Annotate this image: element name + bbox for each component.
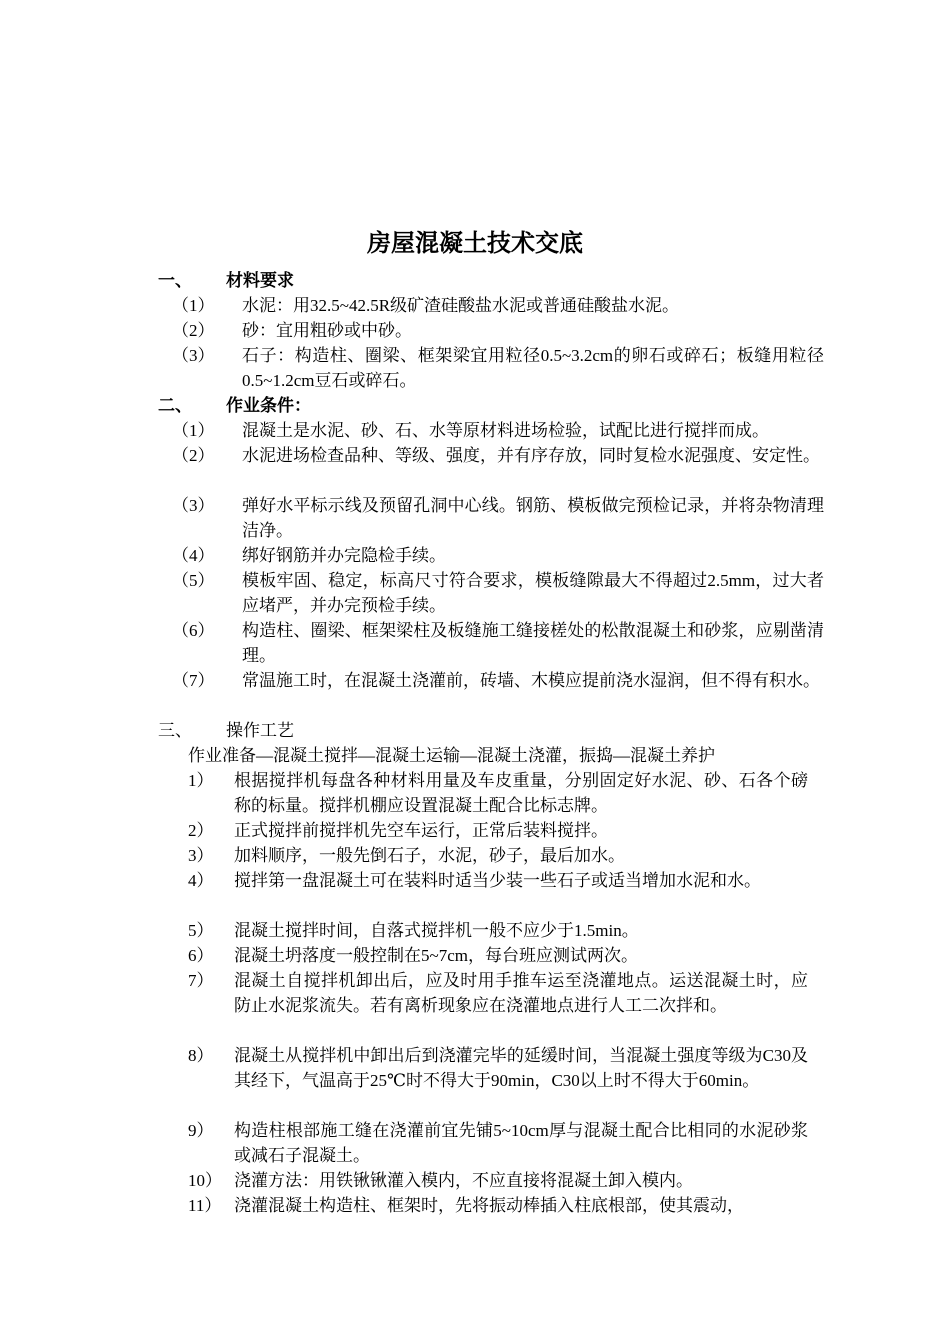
item-marker: 6） (188, 946, 214, 965)
item-text: 混凝土坍落度一般控制在5~7cm，每台班应测试两次。 (234, 946, 638, 965)
list-item (188, 943, 808, 968)
list-item (188, 1193, 820, 1218)
item-marker: 9） (188, 1121, 214, 1140)
item-marker: （1） (172, 296, 215, 315)
list-item (172, 543, 824, 568)
item-text: 混凝土搅拌时间，自落式搅拌机一般不应少于1.5min。 (234, 921, 639, 940)
item-marker: （1） (172, 421, 215, 440)
item-text: 混凝土自搅拌机卸出后，应及时用手推车运至浇灌地点。运送混凝土时，应防止水泥浆流失。若有离析现象应在浇灌地点进行人工二次拌和。 (234, 971, 808, 1015)
list-item (172, 293, 824, 318)
item-text: 石子：构造柱、圈梁、框架梁宜用粒径0.5~3.2cm的卵石或碎石；板缝用粒径0.5~1.2cm豆石或碎石。 (242, 346, 824, 390)
item-text: 根据搅拌机每盘各种材料用量及车皮重量，分别固定好水泥、砂、石各个磅称的标量。搅拌机棚应设置混凝土配合比标志牌。 (234, 771, 808, 815)
section-title: 作业条件： (226, 396, 311, 415)
item-text: 构造柱、圈梁、框架梁柱及板缝施工缝接槎处的松散混凝土和砂浆，应剔凿清理。 (242, 621, 824, 665)
list-item (172, 618, 824, 668)
document-title: 房屋混凝土技术交底 (367, 231, 583, 257)
item-marker: 1） (188, 771, 214, 790)
list-item (172, 668, 824, 718)
item-marker: （2） (172, 446, 215, 465)
list-item (188, 918, 808, 943)
list-item (172, 568, 824, 618)
item-text: 正式搅拌前搅拌机先空车运行，正常后装料搅拌。 (234, 821, 608, 840)
list-item (188, 1118, 808, 1168)
section-number: 三、 (158, 721, 192, 740)
section-title: 操作工艺 (226, 721, 294, 740)
item-text: 砂：宜用粗砂或中砂。 (242, 321, 412, 340)
item-text: 绑好钢筋并办完隐检手续。 (242, 546, 446, 565)
item-marker: （4） (172, 546, 215, 565)
list-item (188, 1043, 808, 1118)
list-item (188, 843, 808, 868)
item-marker: 5） (188, 921, 214, 940)
item-marker: （3） (172, 496, 215, 515)
item-text: 常温施工时，在混凝土浇灌前，砖墙、木模应提前浇水湿润，但不得有积水。 (242, 671, 820, 690)
item-text: 混凝土是水泥、砂、石、水等原材料进场检验，试配比进行搅拌而成。 (242, 421, 769, 440)
list-item (188, 868, 808, 918)
process-flow: 作业准备—混凝土搅拌—混凝土运输—混凝土浇灌，振捣—混凝土养护 (188, 746, 715, 765)
item-marker: 3） (188, 846, 214, 865)
item-text: 浇灌混凝土构造柱、框架时，先将振动棒插入柱底根部，使其震动， (234, 1196, 744, 1215)
item-marker: 4） (188, 871, 214, 890)
section-heading-conditions (158, 393, 311, 418)
section-number: 二、 (158, 396, 192, 415)
list-item (172, 318, 824, 343)
item-text: 弹好水平标示线及预留孔洞中心线。钢筋、模板做完预检记录，并将杂物清理洁净。 (242, 496, 824, 540)
list-item (188, 968, 808, 1043)
section-title: 材料要求 (226, 271, 294, 290)
item-marker: （6） (172, 621, 215, 640)
item-marker: （3） (172, 346, 215, 365)
item-marker: （5） (172, 571, 215, 590)
list-item (188, 818, 808, 843)
item-text: 混凝土从搅拌机中卸出后到浇灌完毕的延缓时间，当混凝土强度等级为C30及其经下，气温高于25℃时不得大于90min，C30以上时不得大于60min。 (234, 1046, 808, 1090)
list-item (172, 418, 824, 443)
item-marker: 10） (188, 1171, 222, 1190)
item-text: 搅拌第一盘混凝土可在装料时适当少装一些石子或适当增加水泥和水。 (234, 871, 761, 890)
item-text: 水泥进场检查品种、等级、强度，并有序存放，同时复检水泥强度、安定性。 (242, 446, 820, 465)
item-marker: 2） (188, 821, 214, 840)
item-marker: 8） (188, 1046, 214, 1065)
section-heading-materials (158, 268, 294, 293)
item-marker: （2） (172, 321, 215, 340)
list-item (172, 443, 824, 493)
section-heading-process (158, 718, 294, 743)
item-text: 水泥：用32.5~42.5R级矿渣硅酸盐水泥或普通硅酸盐水泥。 (242, 296, 680, 315)
section-number: 一、 (158, 271, 192, 290)
list-item (188, 768, 808, 818)
item-text: 浇灌方法：用铁锹锹灌入模内，不应直接将混凝土卸入模内。 (234, 1171, 693, 1190)
item-marker: （7） (172, 671, 215, 690)
item-text: 构造柱根部施工缝在浇灌前宜先铺5~10cm厚与混凝土配合比相同的水泥砂浆或减石子混凝土。 (234, 1121, 808, 1165)
list-item (172, 493, 824, 543)
item-marker: 11） (188, 1196, 222, 1215)
list-item (172, 343, 824, 393)
item-marker: 7） (188, 971, 214, 990)
list-item (188, 1168, 808, 1193)
item-text: 模板牢固、稳定，标高尺寸符合要求，模板缝隙最大不得超过2.5mm，过大者应堵严，并办完预检手续。 (242, 571, 824, 615)
item-text: 加料顺序，一般先倒石子，水泥，砂子，最后加水。 (234, 846, 625, 865)
